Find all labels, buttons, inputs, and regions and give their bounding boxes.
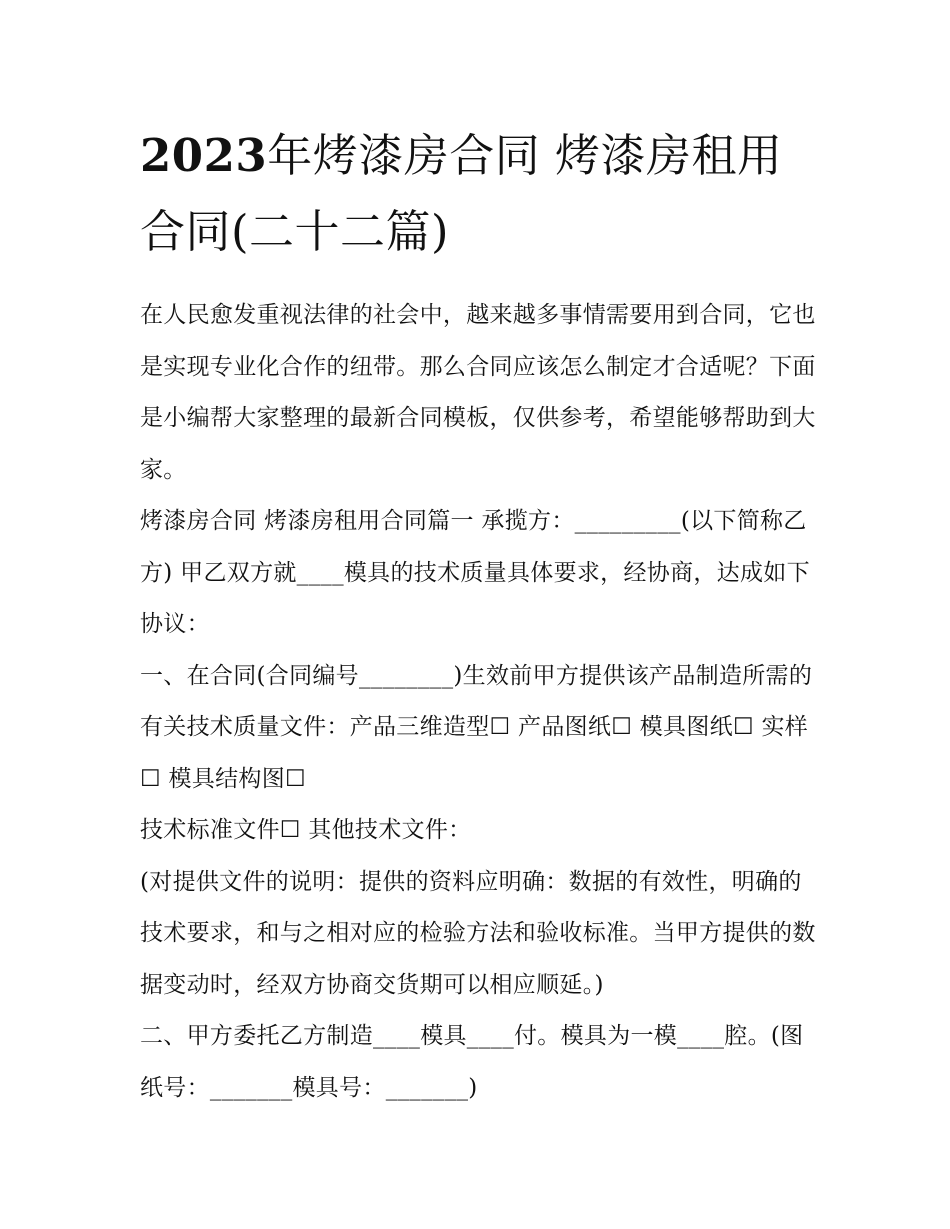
contract-opening-paragraph: 烤漆房合同 烤漆房租用合同篇一 承揽方：_________(以下简称乙方) 甲乙双方就____模具的技术质量具体要求，经协商，达成如下协议： — [140, 508, 810, 637]
title-year: 2023 — [140, 129, 268, 182]
docs-note-paragraph: (对提供文件的说明：提供的资料应明确：数据的有效性，明确的技术要求，和与之相对应的检验方法和验收标准。当甲方提供的数据变动时，经双方协商交货期可以相应顺延。) — [140, 868, 816, 998]
clause-two-paragraph: 二、甲方委托乙方制造____模具____付。模具为一模____腔。(图纸号：_______模具号：_______) — [140, 1023, 804, 1101]
title-text: 年烤漆房合同 烤漆房租用合同(二十二篇) — [140, 129, 783, 258]
document-title — [140, 118, 816, 270]
clause-one-paragraph: 一、在合同(合同编号________)生效前甲方提供该产品制造所需的有关技术质量文件：产品三维造型☐ 产品图纸☐ 模具图纸☐ 实样☐ 模具结构图☐ — [140, 662, 813, 792]
intro-paragraph: 在人民愈发重视法律的社会中，越来越多事情需要用到合同，它也是实现专业化合作的纽带。那么合同应该怎么制定才合适呢？下面是小编帮大家整理的最新合同模板，仅供参考，希望能够帮助到大家。 — [140, 302, 816, 483]
document-content — [140, 118, 816, 1114]
technical-docs-paragraph: 技术标准文件☐ 其他技术文件： — [140, 817, 472, 843]
